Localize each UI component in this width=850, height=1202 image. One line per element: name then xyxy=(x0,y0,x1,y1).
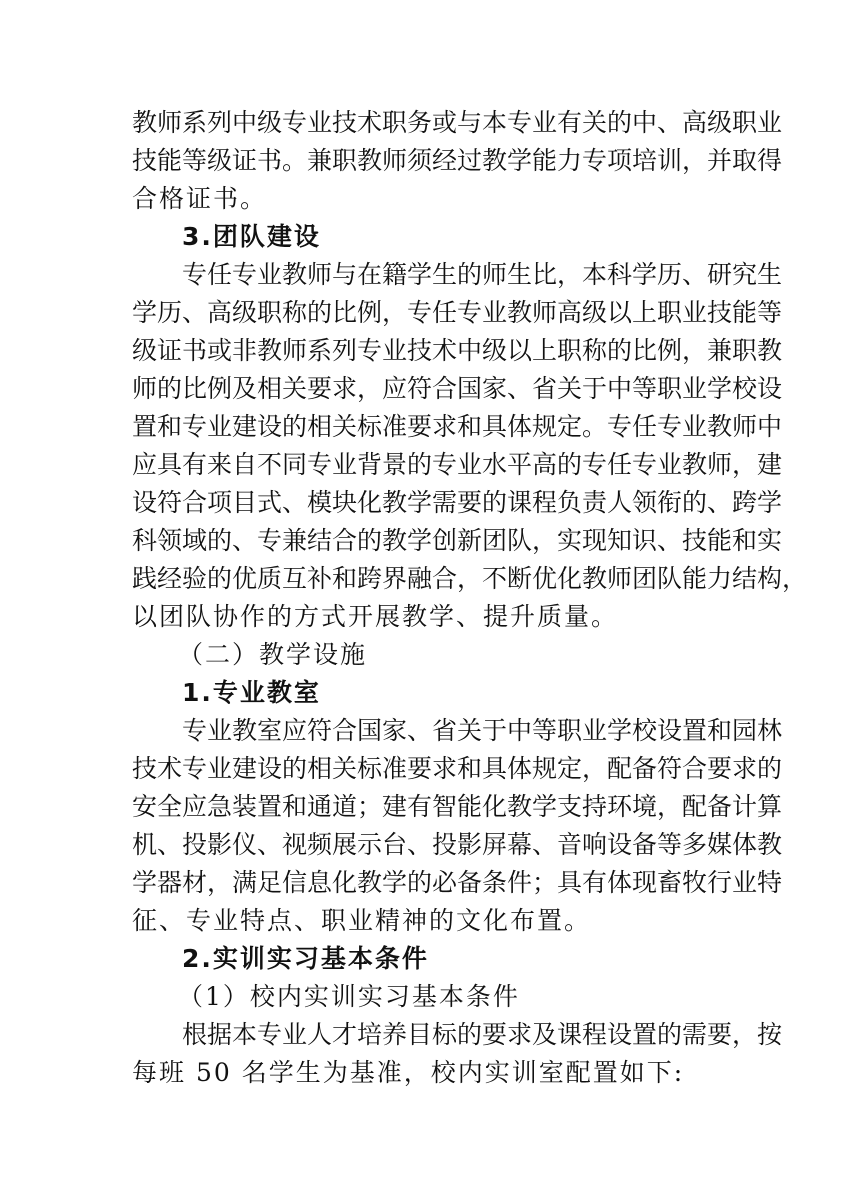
paragraph-line: 学器材，满足信息化教学的必备条件；具有体现畜牧行业特 xyxy=(132,868,783,897)
paragraph-line: 合格证书。 xyxy=(132,184,268,213)
paragraph-line: 以团队协作的方式开展教学、提升质量。 xyxy=(132,602,619,631)
paragraph-line: 师的比例及相关要求，应符合国家、省关于中等职业学校设 xyxy=(132,374,783,403)
paragraph-line: 征、专业特点、职业精神的文化布置。 xyxy=(132,906,592,935)
subsection-heading-onsite-training: （1）校内实训实习基本条件 xyxy=(178,982,520,1011)
paragraph-line: 每班 50 名学生为基准，校内实训室配置如下: xyxy=(132,1058,685,1087)
paragraph-line: 专任专业教师与在籍学生的师生比，本科学历、研究生 xyxy=(182,260,783,289)
paragraph-line: 机、投影仪、视频展示台、投影屏幕、音响设备等多媒体教 xyxy=(132,830,783,859)
paragraph-line: 学历、高级职称的比例，专任专业教师高级以上职业技能等 xyxy=(132,298,783,327)
section-heading-training-conditions: 2.实训实习基本条件 xyxy=(182,944,429,973)
section-heading-teaching-facilities: （二）教学设施 xyxy=(178,640,368,669)
paragraph-line: 应具有来自不同专业背景的专业水平高的专任专业教师，建 xyxy=(132,450,783,479)
paragraph-line: 专业教室应符合国家、省关于中等职业学校设置和园林 xyxy=(182,716,783,745)
body-text xyxy=(132,104,808,1092)
paragraph-line: 置和专业建设的相关标准要求和具体规定。专任专业教师中 xyxy=(132,412,783,441)
paragraph-line: 安全应急装置和通道；建有智能化教学支持环境，配备计算 xyxy=(132,792,783,821)
paragraph-line: 科领域的、专兼结合的教学创新团队，实现知识、技能和实 xyxy=(132,526,783,555)
section-heading-team-building: 3.团队建设 xyxy=(182,222,321,251)
paragraph-line: 技术专业建设的相关标准要求和具体规定，配备符合要求的 xyxy=(132,754,783,783)
section-heading-classroom: 1.专业教室 xyxy=(182,678,321,707)
paragraph-line: 教师系列中级专业技术职务或与本专业有关的中、高级职业 xyxy=(132,108,783,137)
paragraph-line: 根据本专业人才培养目标的要求及课程设置的需要，按 xyxy=(182,1020,783,1049)
paragraph-line: 践经验的优质互补和跨界融合，不断优化教师团队能力结构， xyxy=(132,564,808,593)
paragraph-line: 设符合项目式、模块化教学需要的课程负责人领衔的、跨学 xyxy=(132,488,783,517)
paragraph-line: 技能等级证书。兼职教师须经过教学能力专项培训，并取得 xyxy=(132,146,783,175)
paragraph-line: 级证书或非教师系列专业技术中级以上职称的比例，兼职教 xyxy=(132,336,783,365)
